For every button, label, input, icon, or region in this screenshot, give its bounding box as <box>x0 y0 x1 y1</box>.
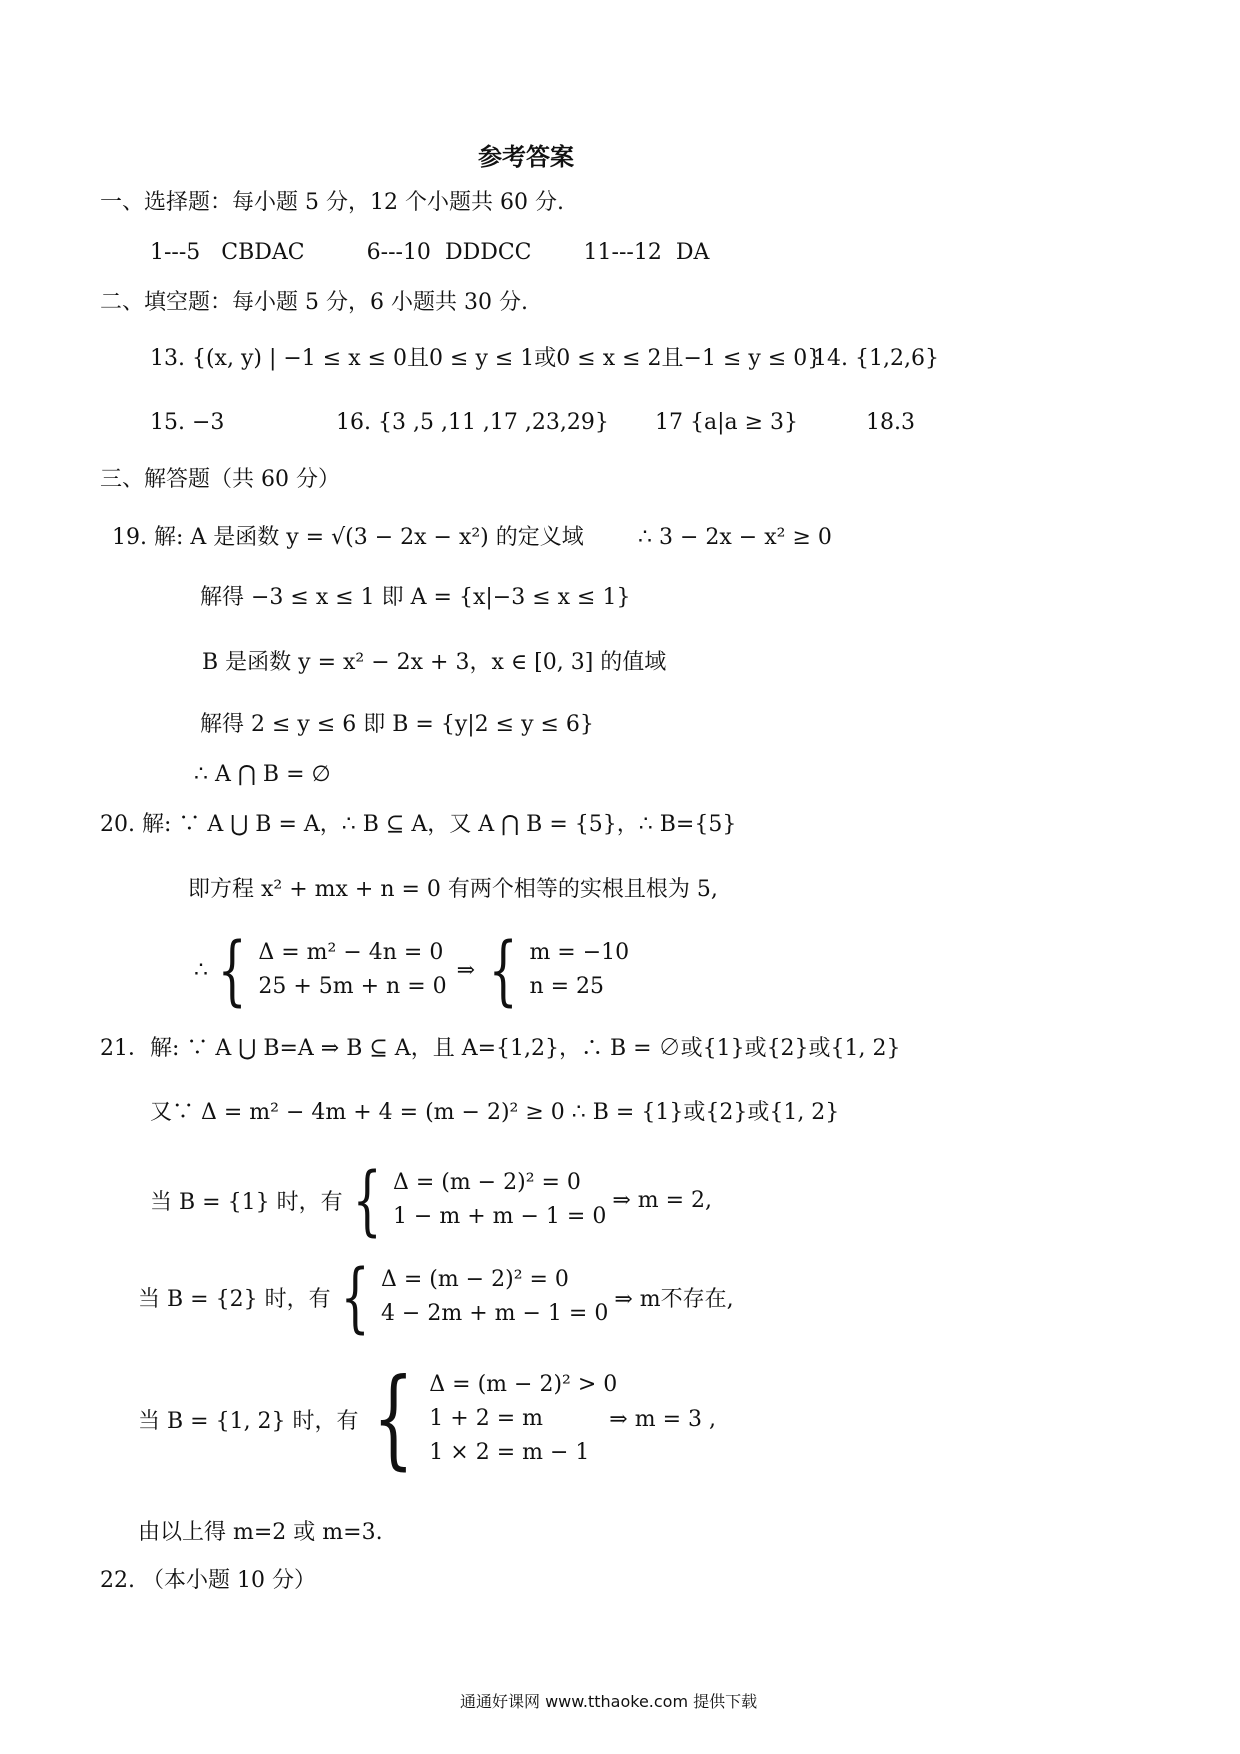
q22-line1: 22. （本小题 10 分） <box>100 1568 316 1593</box>
left-brace-icon: { <box>372 1356 414 1481</box>
q21-case3-result: ⇒ m = 3 , <box>609 1406 716 1432</box>
q20-eq-b1: m = −10 <box>529 939 630 965</box>
q19-line1-condition: ∴ 3 − 2x − x² ≥ 0 <box>638 525 832 550</box>
q20-eq-a1: Δ = m² − 4n = 0 <box>258 939 444 965</box>
q19-line4: 解得 2 ≤ y ≤ 6 即 B = {y|2 ≤ y ≤ 6} <box>200 712 594 737</box>
q21-case2 <box>138 1252 734 1341</box>
q20-eq-b2: n = 25 <box>529 974 605 999</box>
q21-case3-eq3: 1 × 2 = m − 1 <box>429 1440 590 1466</box>
q21-case2-prefix: 当 B = {2} 时，有 <box>138 1286 331 1312</box>
q20-line1: 20. 解: ∵ A ⋃ B = A，∴ B ⊆ A，又 A ⋂ B = {5}，∴ B={5} <box>100 812 737 837</box>
answer-15: 15. −3 <box>150 410 225 435</box>
q19-line1: 19. 解: A 是函数 y = √(3 − 2x − x²) 的定义域 <box>112 525 584 550</box>
mc-group1-range: 1---5 <box>150 240 201 265</box>
answer-13: 13. {(x, y) | −1 ≤ x ≤ 0且0 ≤ y ≤ 1或0 ≤ x ≤ 2且−1 ≤ y ≤ 0} <box>150 346 822 371</box>
answer-14: 14. {1,2,6} <box>813 346 939 371</box>
q21-case1-eq1: Δ = (m − 2)² = 0 <box>392 1169 581 1195</box>
q20-line2: 即方程 x² + mx + n = 0 有两个相等的实根且根为 5, <box>188 877 718 902</box>
answer-17: 17 {a|a ≥ 3} <box>655 410 799 435</box>
q21-case3 <box>138 1356 716 1481</box>
q20-eq-a2: 25 + 5m + n = 0 <box>258 974 447 999</box>
q21-case2-eq1: Δ = (m − 2)² = 0 <box>380 1266 569 1292</box>
q20-system <box>194 925 630 1014</box>
mc-group2-range: 6---10 <box>366 240 431 265</box>
mc-answers <box>150 240 709 266</box>
q21-line2: 又∵ Δ = m² − 4m + 4 = (m − 2)² ≥ 0 ∴ B = {1}或{2}或{1, 2} <box>150 1100 840 1125</box>
section1-heading: 一、选择题：每小题 5 分，12 个小题共 60 分. <box>100 190 564 215</box>
q20-system-right <box>529 936 629 1004</box>
q21-case1-prefix: 当 B = {1} 时，有 <box>150 1189 343 1215</box>
answer-18: 18.3 <box>866 410 915 435</box>
q21-case3-prefix: 当 B = {1, 2} 时，有 <box>138 1408 359 1434</box>
page-footer: 通通好课网 www.tthaoke.com 提供下载 <box>460 1692 758 1711</box>
left-brace-icon: { <box>352 1155 382 1244</box>
q21-conclusion: 由以上得 m=2 或 m=3. <box>138 1520 383 1545</box>
left-brace-icon: { <box>488 925 518 1014</box>
q21-case1-result: ⇒ m = 2, <box>612 1187 713 1213</box>
q21-case1-eq2: 1 − m + m − 1 = 0 <box>392 1204 607 1229</box>
q19-line2: 解得 −3 ≤ x ≤ 1 即 A = {x|−3 ≤ x ≤ 1} <box>200 585 631 610</box>
left-brace-icon: { <box>340 1252 370 1341</box>
implies-arrow: ⇒ <box>456 957 476 983</box>
mc-group2-answers: DDDCC <box>444 240 532 265</box>
q21-case2-result: ⇒ m不存在, <box>614 1286 734 1312</box>
q21-case3-eq2: 1 + 2 = m <box>429 1405 543 1431</box>
q21-case2-eq2: 4 − 2m + m − 1 = 0 <box>380 1301 609 1326</box>
section2-heading: 二、填空题：每小题 5 分，6 小题共 30 分. <box>100 290 528 315</box>
q21-case3-eq1: Δ = (m − 2)² > 0 <box>429 1371 618 1397</box>
q21-case1 <box>150 1155 713 1244</box>
q21-line1: 21．解: ∵ A ⋃ B=A ⇒ B ⊆ A，且 A={1,2}，∴ B = ∅或{1}或{2}或{1, 2} <box>100 1036 901 1061</box>
left-brace-icon: { <box>217 925 247 1014</box>
page-title: 参考答案 <box>478 142 574 171</box>
mc-group1-answers: CBDAC <box>221 240 305 265</box>
q20-system-left <box>258 936 446 1004</box>
q19-line3: B 是函数 y = x² − 2x + 3，x ∈ [0, 3] 的值域 <box>202 650 667 675</box>
mc-group3-answers: DA <box>675 240 710 265</box>
answer-16: 16. {3 ,5 ,11 ,17 ,23,29} <box>336 410 609 435</box>
q19-line5: ∴ A ⋂ B = ∅ <box>194 762 331 787</box>
q20-therefore: ∴ <box>194 957 208 983</box>
mc-group3-range: 11---12 <box>583 240 662 265</box>
section3-heading: 三、解答题（共 60 分） <box>100 467 340 492</box>
